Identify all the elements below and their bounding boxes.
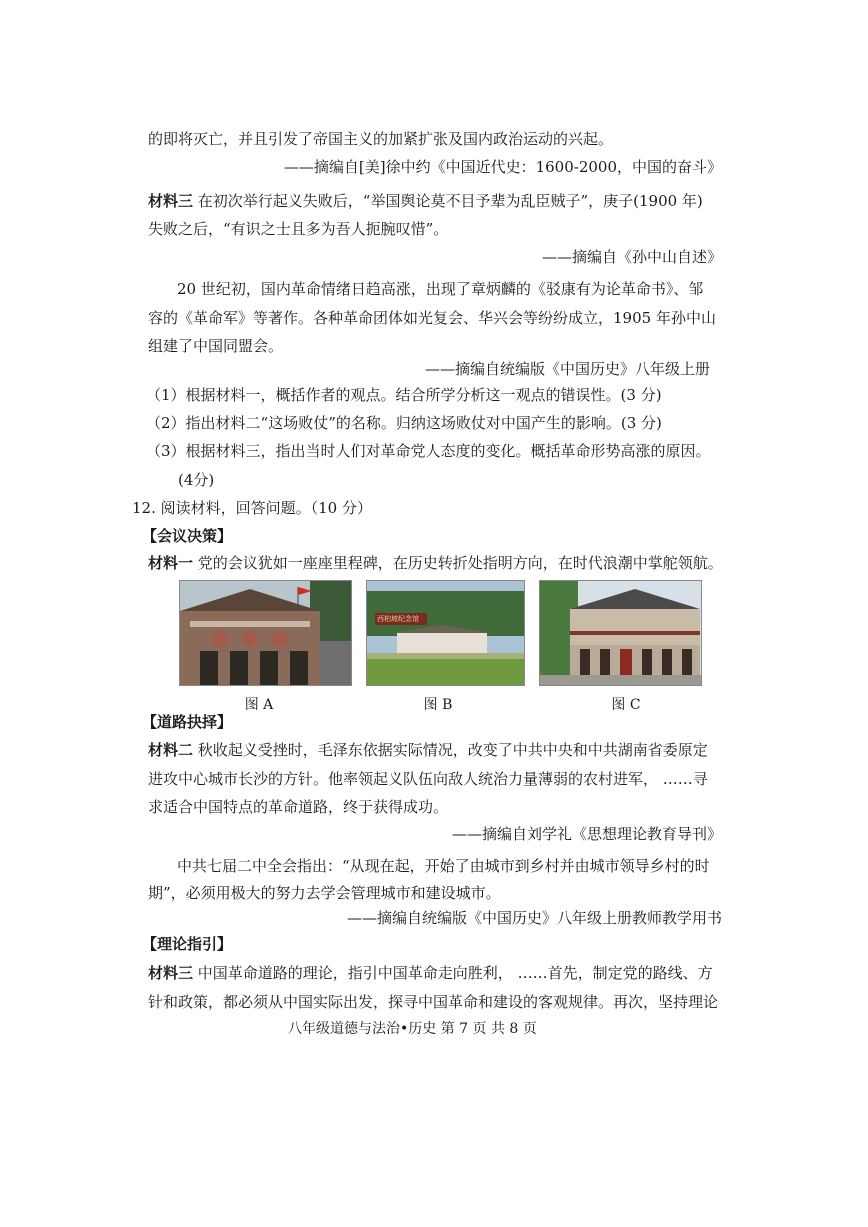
question-1: （1）根据材料一，概括作者的观点。结合所学分析这一观点的错误性。(3 分) <box>146 386 662 404</box>
text-line: 中共七届二中全会指出：“从现在起，开始了由城市到乡村并由城市领导乡村的时 <box>177 857 710 875</box>
material-label: 材料三 <box>148 964 194 982</box>
figure-b-caption: 图 B <box>423 697 453 713</box>
section-heading: 【道路抉择】 <box>142 713 233 731</box>
figure-b-image <box>366 580 525 686</box>
figure-a-caption: 图 A <box>244 697 274 713</box>
material-text: 在初次举行起义失败后，“举国舆论莫不目予辈为乱臣贼子”，庚子(1900 年) <box>197 192 703 210</box>
material-label: 材料一 <box>148 554 194 572</box>
question-3-score: (4分) <box>178 471 215 489</box>
material-line <box>148 740 708 760</box>
section-heading: 【理论指引】 <box>142 935 233 953</box>
material-text: 党的会议犹如一座座里程碑，在历史转折处指明方向，在时代浪潮中掌舵领航。 <box>197 554 723 572</box>
text-line: 的即将灭亡，并且引发了帝国主义的加紧扩张及国内政治运动的兴起。 <box>148 130 614 148</box>
material-text: 中国革命道路的理论，指引中国革命走向胜利， ……首先，制定党的路线、方 <box>197 964 713 982</box>
material-line <box>148 553 723 573</box>
text-line: 组建了中国同盟会。 <box>148 337 284 355</box>
question-12: 12. 阅读材料，回答问题。（10 分） <box>132 499 372 517</box>
source-citation: ——摘编自刘学礼《思想理论教育导刊》 <box>451 825 722 843</box>
figure-b-banner: 西柏坡纪念馆 <box>377 615 419 623</box>
material-line <box>148 963 713 983</box>
material-label: 材料二 <box>148 741 194 759</box>
source-citation: ——摘编自[美]徐中约《中国近代史：1600-2000，中国的奋斗》 <box>283 158 722 176</box>
text-line: 失败之后，“有识之士且多为吾人扼腕叹惜”。 <box>148 220 449 238</box>
material-text: 秋收起义受挫时，毛泽东依据实际情况，改变了中共中央和中共湖南省委原定 <box>197 741 708 759</box>
material-line <box>148 191 703 211</box>
figure-a-image <box>179 580 352 686</box>
question-2: （2）指出材料二“这场败仗”的名称。归纳这场败仗对中国产生的影响。(3 分) <box>146 414 662 432</box>
page-footer: 八年级道德与法治•历史 第 7 页 共 8 页 <box>288 1021 537 1037</box>
source-citation: ——摘编自统编版《中国历史》八年级上册教师教学用书 <box>346 909 722 927</box>
material-label: 材料三 <box>148 192 194 210</box>
text-line: 求适合中国特点的革命道路，终于获得成功。 <box>148 798 449 816</box>
section-heading: 【会议决策】 <box>142 527 233 545</box>
question-3: （3）根据材料三，指出当时人们对革命党人态度的变化。概括革命形势高涨的原因。 <box>146 442 711 460</box>
text-line: 进攻中心城市长沙的方针。他率领起义队伍向敌人统治力量薄弱的农村进军， ……寻 <box>148 770 708 788</box>
figure-c-caption: 图 C <box>611 697 641 713</box>
text-line: 容的《革命军》等著作。各种革命团体如光复会、华兴会等纷纷成立，1905 年孙中山 <box>148 309 716 327</box>
text-line: 20 世纪初，国内革命情绪日趋高涨，出现了章炳麟的《驳康有为论革命书》、邹 <box>177 280 704 298</box>
source-citation: ——摘编自统编版《中国历史》八年级上册 <box>424 360 710 378</box>
text-line: 期”，必须用极大的努力去学会管理城市和建设城市。 <box>148 884 501 902</box>
figure-c-image <box>539 580 702 686</box>
text-line: 针和政策，都必须从中国实际出发，探寻中国革命和建设的客观规律。再次，坚持理论 <box>148 993 719 1011</box>
source-citation: ——摘编自《孙中山自述》 <box>541 248 722 266</box>
